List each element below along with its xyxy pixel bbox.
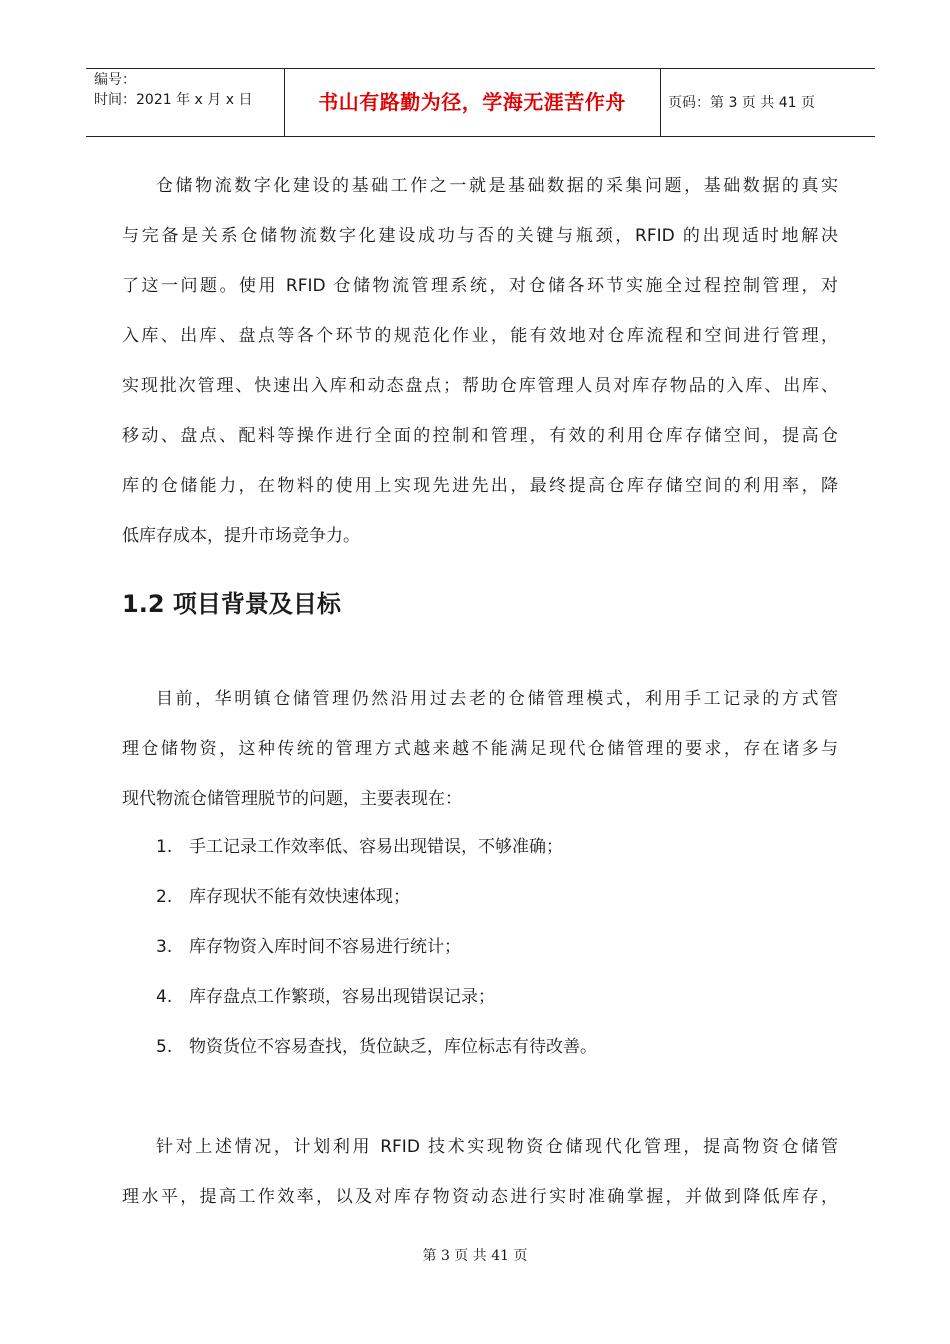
list-item-text: 库存物资入库时间不容易进行统计；: [189, 937, 461, 957]
page-footer: 第 3 页 共 41 页: [422, 1248, 528, 1264]
paragraph-line: 实现批次管理、快速出入库和动态盘点；帮助仓库管理人员对库存物品的入库、出库、: [122, 376, 838, 396]
header-bottom-rule: [86, 136, 875, 137]
paragraph-line: 移动、盘点、配料等操作进行全面的控制和管理，有效的利用仓库存储空间，提高仓: [122, 426, 838, 446]
paragraph-line: 理仓储物资，这种传统的管理方式越来越不能满足现代仓储管理的要求，存在诸多与: [122, 739, 838, 759]
list-item-number: 3.: [156, 937, 173, 957]
list-item: [156, 922, 597, 972]
header-motto: 书山有路勤为径，学海无涯苦作舟: [318, 90, 626, 114]
list-item-number: 5.: [156, 1037, 173, 1057]
paragraph-line: 现代物流仓储管理脱节的问题，主要表现在：: [122, 789, 462, 809]
header-page-info: 页码：第 3 页 共 41 页: [668, 95, 815, 111]
paragraph-line: 针对上述情况，计划利用 RFID 技术实现物资仓储现代化管理，提高物资仓储管: [156, 1137, 838, 1157]
problem-list: [156, 822, 597, 1072]
header-time-label: 时间：2021 年 x 月 x 日: [94, 92, 253, 108]
list-item: [156, 872, 597, 922]
list-item: [156, 1022, 597, 1072]
paragraph-line: 仓储物流数字化建设的基础工作之一就是基础数据的采集问题，基础数据的真实: [156, 176, 838, 196]
paragraph-line: 入库、出库、盘点等各个环节的规范化作业，能有效地对仓库流程和空间进行管理，: [122, 326, 838, 346]
list-item-text: 库存盘点工作繁琐，容易出现错误记录；: [189, 987, 495, 1007]
paragraph-line: 了这一问题。使用 RFID 仓储物流管理系统，对仓储各环节实施全过程控制管理，对: [122, 276, 838, 296]
header-meta: [94, 70, 252, 110]
list-item-text: 库存现状不能有效快速体现；: [189, 887, 410, 907]
paragraph-line: 理水平，提高工作效率，以及对库存物资动态进行实时准确掌握，并做到降低库存，: [122, 1187, 838, 1207]
paragraph-line: 低库存成本，提升市场竞争力。: [122, 526, 360, 546]
header-top-rule: [86, 68, 875, 69]
list-item: [156, 972, 597, 1022]
list-item-number: 4.: [156, 987, 173, 1007]
paragraph-background: [122, 674, 838, 824]
header-number-label: 编号：: [94, 72, 136, 88]
paragraph-plan: [122, 1122, 838, 1222]
list-item: [156, 822, 597, 872]
list-item-text: 手工记录工作效率低、容易出现错误，不够准确；: [189, 837, 563, 857]
paragraph-line: 库的仓储能力，在物料的使用上实现先进先出，最终提高仓库存储空间的利用率，降: [122, 476, 838, 496]
header-divider-left: [284, 68, 285, 136]
header-divider-right: [660, 68, 661, 136]
list-item-text: 物资货位不容易查找，货位缺乏，库位标志有待改善。: [189, 1037, 597, 1057]
paragraph-line: 目前，华明镇仓储管理仍然沿用过去老的仓储管理模式，利用手工记录的方式管: [156, 689, 838, 709]
paragraph-line: 与完备是关系仓储物流数字化建设成功与否的关键与瓶颈，RFID 的出现适时地解决: [122, 226, 838, 246]
paragraph-rfid-intro: [122, 161, 838, 561]
section-heading: 1.2 项目背景及目标: [122, 590, 341, 618]
list-item-number: 1.: [156, 837, 173, 857]
list-item-number: 2.: [156, 887, 173, 907]
